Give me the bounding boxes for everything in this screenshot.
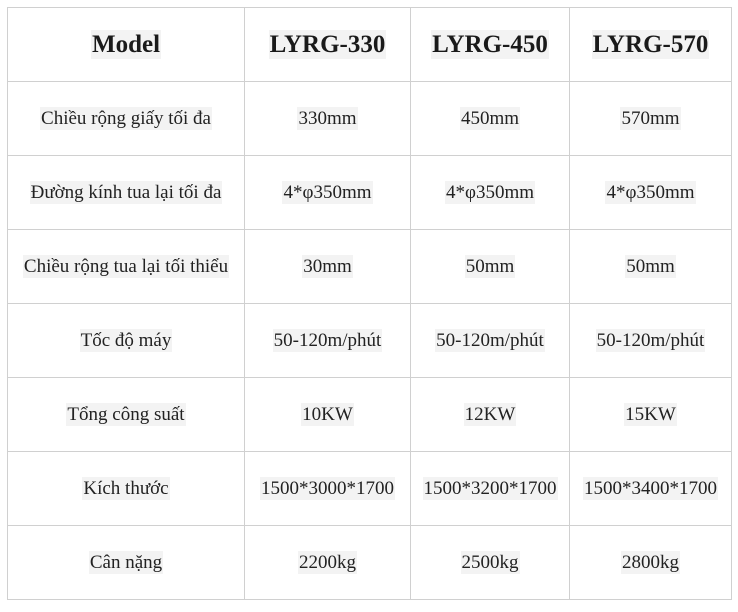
- cell-value: 50-120m/phút: [273, 329, 382, 351]
- value-cell: [245, 526, 411, 600]
- header-label: LYRG-570: [592, 30, 709, 58]
- cell-value: 570mm: [621, 107, 680, 129]
- value-cell: [411, 304, 570, 378]
- cell-value: 50mm: [465, 255, 515, 277]
- row-label: Chiều rộng giấy tối đa: [41, 107, 211, 129]
- value-cell: [245, 378, 411, 452]
- cell-value: 4*φ350mm: [445, 181, 535, 203]
- row-label-cell: [8, 230, 245, 304]
- row-label-cell: [8, 304, 245, 378]
- value-cell: [411, 378, 570, 452]
- row-label-cell: [8, 452, 245, 526]
- row-label: Chiều rộng tua lại tối thiểu: [23, 255, 229, 277]
- cell-value: 1500*3000*1700: [261, 477, 394, 499]
- value-cell: [570, 452, 732, 526]
- value-cell: [411, 156, 570, 230]
- header-cell-model: [8, 8, 245, 82]
- row-label-cell: [8, 82, 245, 156]
- table-row: [8, 378, 732, 452]
- cell-value: 15KW: [625, 403, 676, 425]
- header-cell-lyrg-570: [570, 8, 732, 82]
- value-cell: [245, 452, 411, 526]
- cell-value: 330mm: [298, 107, 357, 129]
- cell-value: 4*φ350mm: [606, 181, 695, 203]
- value-cell: [570, 82, 732, 156]
- header-cell-lyrg-450: [411, 8, 570, 82]
- value-cell: [570, 156, 732, 230]
- table-row: [8, 156, 732, 230]
- value-cell: [570, 526, 732, 600]
- header-label: Model: [91, 30, 161, 58]
- value-cell: [570, 378, 732, 452]
- cell-value: 12KW: [464, 403, 516, 425]
- row-label: Tổng công suất: [67, 403, 185, 425]
- value-cell: [570, 230, 732, 304]
- row-label: Đường kính tua lại tối đa: [30, 181, 222, 203]
- row-label: Cân nặng: [89, 551, 163, 573]
- table-row: [8, 230, 732, 304]
- row-label-cell: [8, 156, 245, 230]
- value-cell: [411, 82, 570, 156]
- cell-value: 2800kg: [622, 551, 679, 573]
- cell-value: 4*φ350mm: [283, 181, 372, 203]
- cell-value: 30mm: [303, 255, 352, 277]
- row-label-cell: [8, 526, 245, 600]
- value-cell: [411, 526, 570, 600]
- cell-value: 50mm: [626, 255, 675, 277]
- cell-value: 1500*3400*1700: [584, 477, 717, 499]
- row-label: Kích thước: [83, 477, 169, 499]
- table-row: [8, 82, 732, 156]
- header-label: LYRG-450: [432, 30, 548, 58]
- header-label: LYRG-330: [269, 30, 386, 58]
- value-cell: [245, 156, 411, 230]
- cell-value: 2200kg: [299, 551, 356, 573]
- value-cell: [411, 452, 570, 526]
- cell-value: 50-120m/phút: [436, 329, 544, 351]
- value-cell: [570, 304, 732, 378]
- cell-value: 10KW: [302, 403, 353, 425]
- value-cell: [411, 230, 570, 304]
- cell-value: 2500kg: [461, 551, 519, 573]
- row-label-cell: [8, 378, 245, 452]
- value-cell: [245, 82, 411, 156]
- table-row: [8, 526, 732, 600]
- spec-table: [7, 7, 732, 600]
- cell-value: 1500*3200*1700: [423, 477, 557, 499]
- value-cell: [245, 230, 411, 304]
- header-row: [8, 8, 732, 82]
- row-label: Tốc độ máy: [80, 329, 172, 351]
- cell-value: 450mm: [460, 107, 520, 129]
- cell-value: 50-120m/phút: [596, 329, 705, 351]
- table-row: [8, 304, 732, 378]
- header-cell-lyrg-330: [245, 8, 411, 82]
- value-cell: [245, 304, 411, 378]
- table-row: [8, 452, 732, 526]
